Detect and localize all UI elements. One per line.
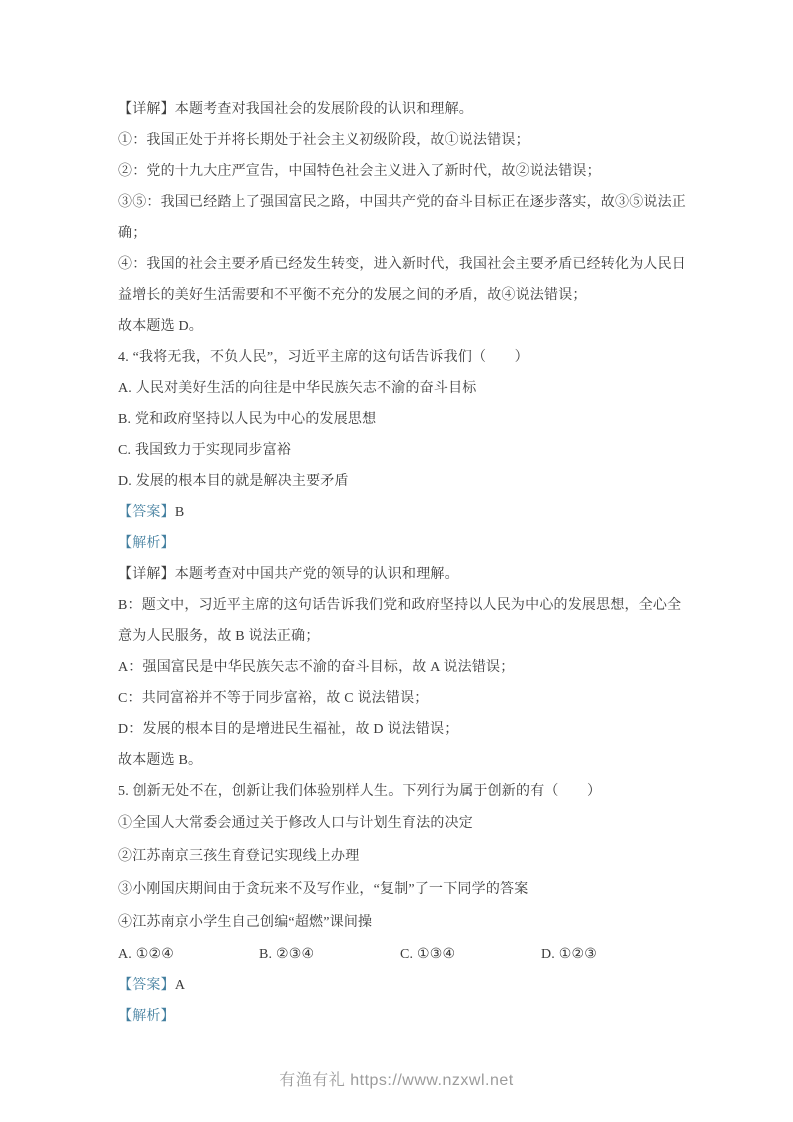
question-4-option-b: B. 党和政府坚持以人民为中心的发展思想 [118,412,377,427]
analysis-detail-line: 【详解】本题考查对我国社会的发展阶段的认识和理解。 [118,102,473,117]
answer-value: A [174,978,186,993]
q3-analysis-section [118,94,685,342]
analysis-point-line: C：共同富裕并不等于同步富裕，故 C 说法错误； [118,691,429,706]
analysis-point-line: 益增长的美好生活需要和不平衡不充分的发展之间的矛盾，故④说法错误； [118,288,587,303]
question-5-answer-line [118,970,685,1001]
analysis-point-line: A：强国富民是中华民族矢志不渝的奋斗目标，故 A 说法错误； [118,660,515,675]
analysis-point-line: B：题文中，习近平主席的这句话告诉我们党和政府坚持以人民为中心的发展思想，全心全 [118,598,682,613]
analysis-label: 【解析】 [118,1009,175,1024]
analysis-point-line: ③⑤：我国已经踏上了强国富民之路，中国共产党的奋斗目标正在逐步落实，故③⑤说法正 [118,195,686,210]
question-4-stem: 4. “我将无我，不负人民”，习近平主席的这句话告诉我们（ ） [118,350,529,365]
question-5-item-4: ④江苏南京小学生自己创编“超燃”课间操 [118,915,373,930]
watermark-text: 有渔有礼 https://www.nzxwl.net [279,1072,514,1089]
question-5-analysis-label-line [118,1001,685,1032]
question-4-analysis-label-line [118,528,685,559]
question-4-option-c: C. 我国致力于实现同步富裕 [118,443,292,458]
question-5-item-2: ②江苏南京三孩生育登记实现线上办理 [118,849,360,864]
question-5-section [118,776,685,1032]
analysis-conclusion-line: 故本题选 D。 [118,319,204,334]
question-5-choice-a: A. ①②④ [118,947,174,962]
answer-label: 【答案】 [118,505,175,520]
analysis-point-line: D：发展的根本目的是增进民生福祉，故 D 说法错误； [118,722,459,737]
question-4-answer-line [118,497,685,528]
question-4-option-d: D. 发展的根本目的就是解决主要矛盾 [118,474,349,489]
question-5-choice-row [118,939,685,970]
answer-label: 【答案】 [118,978,175,993]
analysis-point-line: 意为人民服务，故 B 说法正确； [118,629,320,644]
answer-value: B [174,505,185,520]
analysis-conclusion-line: 故本题选 B。 [118,753,203,768]
question-4-section [118,342,685,776]
analysis-point-line: ④：我国的社会主要矛盾已经发生转变，进入新时代，我国社会主要矛盾已经转化为人民日 [118,257,686,272]
question-5-item-3: ③小刚国庆期间由于贪玩来不及写作业，“复制”了一下同学的答案 [118,882,529,897]
analysis-point-line: ②：党的十九大庄严宣告，中国特色社会主义进入了新时代，故②说法错误； [118,164,601,179]
analysis-point-line: ①：我国正处于并将长期处于社会主义初级阶段，故①说法错误； [118,133,530,148]
question-5-choice-b: B. ②③④ [259,947,315,962]
question-5-choice-c: C. ①③④ [400,947,456,962]
page-footer [0,1067,793,1090]
question-5-stem: 5. 创新无处不在，创新让我们体验别样人生。下列行为属于创新的有（ ） [118,784,602,799]
question-5-item-1: ①全国人大常委会通过关于修改人口与计划生育法的决定 [118,816,473,831]
analysis-label: 【解析】 [118,536,175,551]
question-5-choice-d: D. ①②③ [541,947,597,962]
analysis-detail-line: 【详解】本题考查对中国共产党的领导的认识和理解。 [118,567,459,582]
question-4-option-a: A. 人民对美好生活的向往是中华民族矢志不渝的奋斗目标 [118,381,477,396]
analysis-point-line: 确； [118,226,147,241]
